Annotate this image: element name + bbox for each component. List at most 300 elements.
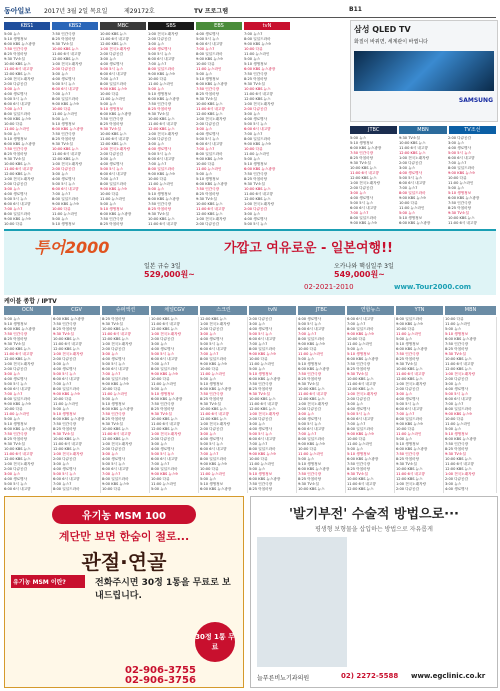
schedule-line: 3:00 뉴스 (53, 362, 70, 366)
schedule-line: 9:30 TV소설 (4, 57, 25, 61)
schedule-line: 12:00 KBS 뉴스 (100, 142, 127, 146)
schedule-line: 1:00 전국노래자랑 (445, 472, 476, 476)
schedule-line: 6:00 6시 내고향 (148, 157, 175, 161)
schedule-line: 2:00 다큐공감 (52, 67, 76, 71)
schedule-line: 12:00 KBS 뉴스 (196, 212, 223, 216)
schedule-line: 7:50 인간극장 (4, 47, 28, 51)
schedule-line: 8:25 아침마당 (396, 357, 420, 361)
clinic-name: 늘푸른비뇨기과의원 (257, 675, 310, 682)
schedule-line: 10:00 다큐 (298, 447, 317, 451)
schedule-line: 5:10 생생정보 (396, 442, 420, 446)
schedule-line: 9:30 TV소설 (445, 452, 466, 456)
schedule-line: 8:25 아침마당 (396, 457, 420, 461)
schedule-line: 12:00 KBS 뉴스 (445, 467, 472, 471)
schedule-line: 7:00 뉴스7 (200, 452, 219, 456)
schedule-line: 7:00 뉴스7 (4, 107, 23, 111)
schedule-line: 6:00 6시 내고향 (350, 206, 377, 210)
schedule-line: 6:00 KBS 뉴스광장 (396, 347, 428, 351)
schedule-line: 5:00 뉴스 (148, 87, 165, 91)
schedule-line: 11:00 6시 내고향 (151, 422, 180, 426)
schedule-line: 10:00 KBS 뉴스 (445, 457, 472, 461)
schedule-line: 11:00 뉴스라인 (445, 322, 471, 326)
schedule-line: 8:00 일일드라마 (4, 397, 31, 401)
schedule-line: 5:00 뉴스 (445, 327, 462, 331)
tv-ad-brand: 삼성 QLED TV (354, 25, 411, 34)
schedule-line: 10:00 다큐 (148, 77, 167, 81)
schedule-line: 6:00 6시 내고향 (100, 72, 127, 76)
schedule-line: 4:00 생로병사 (347, 407, 371, 411)
schedule-line: 11:00 6시 내고향 (4, 452, 33, 456)
schedule-line: 1:00 전국노래자랑 (100, 147, 131, 151)
schedule-line: 11:00 뉴스라인 (148, 182, 174, 186)
schedule-line: 8:00 일일드라마 (102, 377, 129, 381)
schedule-line: 8:00 일일드라마 (350, 216, 377, 220)
schedule-line: 1:00 전국노래자랑 (249, 412, 280, 416)
section-title: TV 프로그램 (194, 8, 229, 15)
schedule-line: 4:00 생로병사 (200, 437, 224, 441)
schedule-line: 10:00 다큐 (249, 357, 268, 361)
schedule-line: 1:00 전국노래자랑 (148, 32, 179, 36)
schedule-line: 12:00 KBS 뉴스 (244, 197, 271, 201)
schedule-line: 11:00 뉴스라인 (196, 67, 222, 71)
schedule-line: 12:00 KBS 뉴스 (396, 377, 423, 381)
schedule-line: 11:00 뉴스라인 (399, 206, 425, 210)
schedule-line: 11:00 6시 내고향 (52, 152, 81, 156)
schedule-line: 7:50 인간극장 (347, 462, 371, 466)
cable-listing (445, 317, 497, 493)
schedule-line: 12:00 KBS 뉴스 (200, 417, 227, 421)
schedule-line: 5:10 생생정보 (100, 107, 124, 111)
schedule-line: 9:30 TV소설 (399, 136, 420, 140)
channel-label: EBS (196, 22, 242, 30)
schedule-line: 11:00 뉴스라인 (4, 412, 30, 416)
schedule-line: 9:00 KBS 뉴스9 (52, 202, 79, 206)
schedule-line: 8:25 아침마당 (298, 477, 322, 481)
schedule-line: 6:00 KBS 뉴스광장 (298, 367, 330, 371)
newspaper-logo: 동아일보 (4, 7, 32, 15)
schedule-line: 5:10 생생정보 (200, 482, 224, 486)
schedule-line: 12:00 KBS 뉴스 (399, 151, 426, 155)
schedule-line: 6:00 KBS 뉴스광장 (196, 82, 228, 86)
schedule-line: 11:00 6시 내고향 (399, 146, 428, 150)
schedule-line: 2:00 다큐공감 (53, 457, 77, 461)
schedule-line: 5:00 5시 뉴스 (53, 372, 77, 376)
schedule-line: 9:00 KBS 뉴스9 (448, 171, 475, 175)
supplement-phone-2: 02-906-3756 (125, 675, 196, 686)
schedule-line: 1:00 전국노래자랑 (52, 162, 83, 166)
schedule-line: 6:00 KBS 뉴스광장 (4, 42, 36, 46)
schedule-line: 5:10 생생정보 (4, 137, 28, 141)
schedule-line: 11:00 6시 내고향 (298, 392, 327, 396)
schedule-line: 4:00 생로병사 (298, 317, 322, 321)
schedule-line: 5:00 뉴스 (151, 387, 168, 391)
cable-listing (249, 317, 297, 493)
schedule-line: 8:25 아침마당 (100, 222, 124, 226)
schedule-line: 6:00 6시 내고향 (100, 172, 127, 176)
schedule-line: 9:30 TV소설 (298, 482, 319, 486)
schedule-line: 6:00 KBS 뉴스광장 (200, 387, 232, 391)
schedule-line: 6:00 6시 내고향 (151, 457, 178, 461)
schedule-line: 9:00 KBS 뉴스9 (196, 57, 223, 61)
supplement-headline: 계단만 보면 한숨이 절로... (58, 530, 190, 543)
schedule-line: 12:00 KBS 뉴스 (347, 387, 374, 391)
cable-channel-header (4, 306, 496, 315)
schedule-line: 8:00 일일드라마 (4, 212, 31, 216)
schedule-line: 9:30 TV소설 (396, 362, 417, 366)
schedule-line: 5:00 5시 뉴스 (148, 152, 172, 156)
schedule-line: 1:00 전국노래자랑 (102, 342, 133, 346)
schedule-line: 8:00 일일드라마 (200, 357, 227, 361)
schedule-line: 3:00 뉴스 (298, 412, 315, 416)
schedule-line: 12:00 KBS 뉴스 (244, 97, 271, 101)
cable-listing (151, 317, 199, 493)
schedule-line: 5:10 생생정보 (52, 122, 76, 126)
schedule-line: 10:00 다큐 (347, 437, 366, 441)
cable-listing (396, 317, 444, 493)
schedule-line: 3:00 뉴스 (151, 342, 168, 346)
schedule-line: 8:00 일일드라마 (249, 447, 276, 451)
schedule-line: 6:00 6시 내고향 (298, 427, 325, 431)
schedule-line: 4:00 생로병사 (350, 196, 374, 200)
schedule-line: 9:00 KBS 뉴스9 (102, 482, 129, 486)
schedule-line: 9:30 TV소설 (102, 322, 123, 326)
schedule-line: 10:00 KBS 뉴스 (196, 102, 223, 106)
schedule-line: 5:00 5시 뉴스 (52, 182, 76, 186)
schedule-line: 10:00 다큐 (151, 477, 170, 481)
schedule-line: 6:00 6시 내고향 (448, 156, 475, 160)
schedule-line: 6:00 KBS 뉴스광장 (53, 417, 85, 421)
schedule-line: 10:00 다큐 (102, 487, 121, 491)
schedule-line: 6:00 KBS 뉴스광장 (4, 427, 36, 431)
travel-price-2: 549,000원~ (334, 270, 385, 279)
schedule-line: 5:10 생생정보 (244, 162, 268, 166)
travel-offer-1: 일본 규슈 3일 (144, 263, 181, 270)
schedule-line: 4:00 생로병사 (298, 417, 322, 421)
schedule-line: 2:00 다큐공감 (53, 357, 77, 361)
schedule-line: 12:00 KBS 뉴스 (100, 42, 127, 46)
schedule-line: 10:00 다큐 (347, 337, 366, 341)
schedule-line: 7:00 뉴스7 (52, 192, 71, 196)
schedule-line: 11:00 6시 내고향 (347, 482, 376, 486)
schedule-line: 6:00 KBS 뉴스광장 (298, 467, 330, 471)
schedule-line: 2:00 다큐공감 (200, 327, 224, 331)
schedule-line: 10:00 KBS 뉴스 (196, 202, 223, 206)
supplement-brand: 유기농 MSM 100 (52, 505, 196, 524)
channel-label: MBC (100, 22, 146, 30)
schedule-line: 3:00 뉴스 (52, 72, 69, 76)
schedule-line: 7:50 인간극장 (249, 482, 273, 486)
schedule-line: 9:30 TV소설 (396, 462, 417, 466)
schedule-line: 4:00 생로병사 (4, 477, 28, 481)
schedule-line: 6:00 6시 내고향 (445, 397, 472, 401)
schedule-line: 2:00 다큐공감 (445, 477, 469, 481)
schedule-line: 11:00 뉴스라인 (347, 342, 373, 346)
schedule-line: 1:00 전국노래자랑 (4, 462, 35, 466)
schedule-line: 7:50 인간극장 (350, 151, 374, 155)
cable-listing (4, 317, 52, 493)
listing-column (100, 32, 146, 227)
schedule-line: 8:00 일일드라마 (52, 197, 79, 201)
schedule-line: 8:25 아침마당 (53, 327, 77, 331)
schedule-line: 11:00 뉴스라인 (244, 52, 270, 56)
schedule-line: 3:00 뉴스 (102, 452, 119, 456)
schedule-line: 6:00 KBS 뉴스광장 (200, 487, 232, 491)
schedule-line: 10:00 KBS 뉴스 (350, 166, 377, 170)
schedule-line: 1:00 전국노래자랑 (52, 62, 83, 66)
schedule-line: 12:00 KBS 뉴스 (445, 367, 472, 371)
schedule-line: 10:00 KBS 뉴스 (100, 32, 127, 36)
schedule-line: 10:00 KBS 뉴스 (4, 62, 31, 66)
schedule-line: 7:00 뉴스7 (298, 432, 317, 436)
schedule-line: 8:00 일일드라마 (249, 347, 276, 351)
schedule-line: 11:00 뉴스라인 (151, 382, 177, 386)
schedule-line: 7:00 뉴스7 (102, 372, 121, 376)
schedule-line: 8:00 일일드라마 (244, 37, 271, 41)
schedule-line: 12:00 KBS 뉴스 (148, 127, 175, 131)
schedule-line: 5:10 생생정보 (448, 191, 472, 195)
schedule-line: 3:00 뉴스 (244, 212, 261, 216)
schedule-line: 7:50 인간극장 (148, 202, 172, 206)
schedule-line: 7:50 인간극장 (196, 87, 220, 91)
channel-label: KBS1 (4, 22, 50, 30)
schedule-line: 9:00 KBS 뉴스9 (347, 332, 374, 336)
schedule-line: 6:00 6시 내고향 (4, 202, 31, 206)
cable-listing (347, 317, 395, 493)
schedule-line: 5:00 5시 뉴스 (350, 201, 374, 205)
schedule-line: 11:00 6시 내고향 (100, 37, 129, 41)
schedule-line: 11:00 6시 내고향 (53, 442, 82, 446)
schedule-line: 5:10 생생정보 (100, 207, 124, 211)
schedule-line: 8:25 아침마당 (4, 337, 28, 341)
schedule-line: 4:00 생로병사 (151, 347, 175, 351)
schedule-line: 3:00 뉴스 (52, 172, 69, 176)
schedule-line: 5:10 생생정보 (52, 222, 76, 226)
schedule-line: 7:50 인간극장 (52, 132, 76, 136)
schedule-line: 5:00 5시 뉴스 (244, 222, 268, 226)
schedule-line: 10:00 KBS 뉴스 (244, 187, 271, 191)
schedule-line: 5:00 뉴스 (347, 347, 364, 351)
schedule-line: 5:10 생생정보 (347, 452, 371, 456)
schedule-line: 5:10 생생정보 (4, 422, 28, 426)
schedule-line: 11:00 뉴스라인 (396, 432, 422, 436)
schedule-line: 1:00 전국노래자랑 (196, 217, 227, 221)
schedule-line: 10:00 KBS 뉴스 (53, 337, 80, 341)
schedule-line: 11:00 뉴스라인 (298, 352, 324, 356)
schedule-line: 10:00 다큐 (53, 397, 72, 401)
schedule-line: 2:00 다큐공감 (102, 347, 126, 351)
travel-brand: 투어2000 (34, 238, 110, 257)
schedule-line: 10:00 다큐 (396, 427, 415, 431)
schedule-line: 8:00 일일드라마 (396, 417, 423, 421)
schedule-line: 3:00 뉴스 (100, 157, 117, 161)
schedule-line: 10:00 KBS 뉴스 (399, 141, 426, 145)
schedule-line: 7:50 인간극장 (200, 392, 224, 396)
schedule-line: 10:00 다큐 (399, 201, 418, 205)
schedule-line: 8:00 일일드라마 (100, 82, 127, 86)
schedule-line: 2:00 다큐공감 (196, 122, 220, 126)
schedule-line: 5:00 5시 뉴스 (100, 67, 124, 71)
schedule-line: 2:00 다큐공감 (151, 337, 175, 341)
schedule-line: 8:00 일일드라마 (53, 387, 80, 391)
schedule-line: 12:00 KBS 뉴스 (347, 487, 374, 491)
schedule-line: 3:00 뉴스 (4, 372, 21, 376)
schedule-line: 10:00 다큐 (4, 122, 23, 126)
clinic-ad (250, 496, 498, 688)
schedule-line: 9:00 KBS 뉴스9 (151, 372, 178, 376)
schedule-line: 8:25 아침마당 (347, 367, 371, 371)
schedule-line: 6:00 KBS 뉴스광장 (244, 167, 276, 171)
schedule-line: 10:00 다큐 (4, 222, 23, 226)
schedule-line: 9:00 KBS 뉴스9 (151, 472, 178, 476)
schedule-line: 1:00 전국노래자랑 (151, 432, 182, 436)
schedule-line: 6:00 KBS 뉴스광장 (347, 457, 379, 461)
schedule-line: 7:50 인간극장 (347, 362, 371, 366)
schedule-line: 11:00 뉴스라인 (196, 167, 222, 171)
schedule-line: 5:00 5시 뉴스 (102, 362, 126, 366)
schedule-line: 1:00 전국노래자랑 (4, 77, 35, 81)
clinic-phone: 02) 2272-5588 (341, 672, 399, 680)
schedule-line: 2:00 다큐공감 (445, 377, 469, 381)
schedule-line: 10:00 다큐 (4, 407, 23, 411)
channel-label: tvN (244, 22, 290, 30)
issue-date: 2017년 3월 2일 목요일 (44, 8, 108, 15)
schedule-line: 2:00 다큐공감 (52, 167, 76, 171)
schedule-line: 8:00 일일드라마 (4, 112, 31, 116)
schedule-line: 4:00 생로병사 (4, 192, 28, 196)
schedule-line: 1:00 전국노래자랑 (200, 422, 231, 426)
schedule-line: 8:00 일일드라마 (347, 327, 374, 331)
schedule-line: 7:00 뉴스7 (200, 352, 219, 356)
schedule-line: 11:00 뉴스라인 (100, 97, 126, 101)
schedule-line: 3:00 뉴스 (249, 322, 266, 326)
schedule-line: 9:30 TV소설 (53, 432, 74, 436)
schedule-line: 5:00 뉴스 (151, 487, 168, 491)
schedule-line: 9:00 KBS 뉴스9 (4, 217, 31, 221)
schedule-line: 6:00 6시 내고향 (102, 467, 129, 471)
schedule-line: 5:00 뉴스 (298, 457, 315, 461)
schedule-line: 11:00 뉴스라인 (347, 442, 373, 446)
schedule-line: 6:00 KBS 뉴스광장 (196, 182, 228, 186)
schedule-line: 4:00 생로병사 (4, 377, 28, 381)
schedule-line: 4:00 생로병사 (200, 337, 224, 341)
schedule-line: 1:00 전국노래자랑 (200, 322, 231, 326)
schedule-line: 8:00 일일드라마 (151, 467, 178, 471)
schedule-line: 2:00 다큐공감 (399, 161, 423, 165)
schedule-line: 7:00 뉴스7 (4, 392, 23, 396)
schedule-line: 7:50 인간극장 (396, 452, 420, 456)
schedule-line: 3:00 뉴스 (396, 392, 413, 396)
schedule-line: 12:00 KBS 뉴스 (102, 337, 129, 341)
schedule-line: 11:00 뉴스라인 (298, 452, 324, 456)
schedule-line: 8:00 일일드라마 (347, 427, 374, 431)
schedule-line: 5:10 생생정보 (244, 62, 268, 66)
schedule-line: 1:00 전국노래자랑 (298, 402, 329, 406)
schedule-line: 6:00 KBS 뉴스광장 (399, 221, 431, 225)
schedule-line: 9:00 KBS 뉴스9 (396, 422, 423, 426)
schedule-line: 5:00 뉴스 (350, 136, 367, 140)
schedule-line: 7:00 뉴스7 (151, 462, 170, 466)
schedule-line: 10:00 KBS 뉴스 (148, 117, 175, 121)
schedule-line: 5:10 생생정보 (347, 352, 371, 356)
schedule-line: 5:00 뉴스 (100, 202, 117, 206)
schedule-line: 11:00 6시 내고향 (196, 207, 225, 211)
schedule-line: 9:30 TV소설 (52, 142, 73, 146)
schedule-line: 3:00 뉴스 (445, 482, 462, 486)
schedule-line: 7:00 뉴스7 (52, 92, 71, 96)
schedule-line: 6:00 6시 내고향 (52, 187, 79, 191)
schedule-line: 7:50 인간극장 (53, 322, 77, 326)
schedule-line: 5:00 뉴스 (445, 427, 462, 431)
schedule-line: 6:00 6시 내고향 (200, 447, 227, 451)
schedule-line: 5:00 뉴스 (298, 357, 315, 361)
schedule-line: 9:00 KBS 뉴스9 (298, 442, 325, 446)
schedule-line: 7:00 뉴스7 (102, 472, 121, 476)
schedule-line: 7:50 인간극장 (298, 372, 322, 376)
schedule-line: 6:00 6시 내고향 (102, 367, 129, 371)
schedule-line: 5:00 5시 뉴스 (100, 167, 124, 171)
schedule-line: 11:00 뉴스라인 (52, 112, 78, 116)
schedule-line: 5:00 뉴스 (52, 117, 69, 121)
schedule-line: 4:00 생로병사 (445, 487, 469, 491)
schedule-line: 8:25 아침마당 (200, 397, 224, 401)
schedule-line: 7:50 인간극장 (4, 432, 28, 436)
supplement-ad (4, 496, 244, 688)
schedule-line: 3:00 뉴스 (53, 462, 70, 466)
schedule-line: 5:00 5시 뉴스 (445, 392, 469, 396)
schedule-line: 10:00 다큐 (196, 62, 215, 66)
schedule-line: 6:00 KBS 뉴스광장 (350, 146, 382, 150)
schedule-line: 6:00 KBS 뉴스광장 (100, 112, 132, 116)
schedule-line: 8:00 일일드라마 (102, 477, 129, 481)
schedule-line: 10:00 KBS 뉴스 (151, 317, 178, 321)
schedule-line: 5:00 뉴스 (4, 132, 21, 136)
schedule-line: 3:00 뉴스 (244, 112, 261, 116)
schedule-line: 1:00 전국노래자랑 (196, 117, 227, 121)
schedule-line: 5:00 뉴스 (399, 211, 416, 215)
schedule-line: 2:00 다큐공감 (244, 207, 268, 211)
cable-channel: 채널CGV (151, 306, 198, 315)
clinic-headline: '발기부전' 수술적 방법으로··· (289, 507, 459, 522)
schedule-line: 7:00 뉴스7 (244, 32, 263, 36)
schedule-line: 10:00 KBS 뉴스 (4, 447, 31, 451)
schedule-line: 8:25 아침마당 (100, 122, 124, 126)
schedule-line: 8:25 아침마당 (4, 52, 28, 56)
schedule-line: 7:00 뉴스7 (298, 332, 317, 336)
schedule-line: 9:30 TV소설 (148, 112, 169, 116)
schedule-line: 9:00 KBS 뉴스9 (244, 42, 271, 46)
schedule-line: 6:00 KBS 뉴스광장 (52, 127, 84, 131)
schedule-line: 9:00 KBS 뉴스9 (4, 402, 31, 406)
schedule-line: 4:00 생로병사 (151, 447, 175, 451)
schedule-line: 8:25 아침마당 (52, 137, 76, 141)
doctor-photo (257, 537, 347, 667)
schedule-line: 5:10 생생정보 (151, 392, 175, 396)
schedule-line: 8:00 일일드라마 (100, 182, 127, 186)
schedule-line: 4:00 생로병사 (148, 147, 172, 151)
schedule-line: 7:00 뉴스7 (249, 442, 268, 446)
schedule-line: 7:00 뉴스7 (100, 77, 119, 81)
schedule-line: 2:00 다큐공감 (196, 222, 220, 226)
cable-channel: OCN (4, 306, 51, 315)
schedule-line: 3:00 뉴스 (102, 352, 119, 356)
samsung-logo: SAMSUNG (458, 97, 493, 104)
schedule-line: 7:50 인간극장 (148, 102, 172, 106)
schedule-line: 4:00 생로병사 (445, 387, 469, 391)
schedule-line: 5:10 생생정보 (399, 216, 423, 220)
schedule-line: 11:00 6시 내고향 (396, 372, 425, 376)
schedule-line: 7:00 뉴스7 (148, 62, 167, 66)
schedule-line: 8:00 일일드라마 (396, 317, 423, 321)
